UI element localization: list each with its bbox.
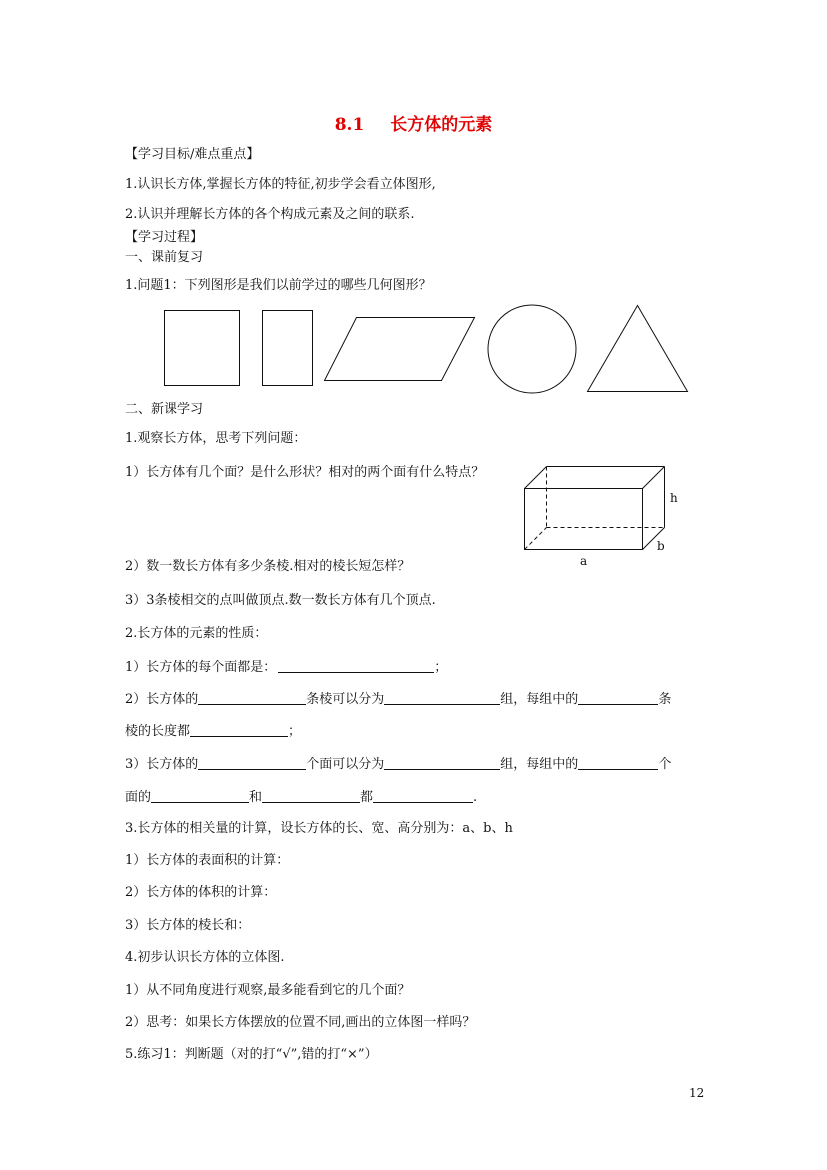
goals-heading: 【学习目标/难点重点】	[125, 147, 260, 162]
calculation-heading: 3.长方体的相关量的计算，设长方体的长、宽、高分别为：a、b、h	[125, 821, 513, 836]
cuboid-figure	[525, 467, 665, 550]
cuboid-edge	[525, 467, 547, 489]
solid-question-1: 1）从不同角度进行观察,最多能看到它的几个面？	[125, 983, 411, 998]
cuboid-edge	[643, 467, 665, 489]
answer-blank[interactable]	[151, 789, 249, 803]
question-2: 2）数一数长方体有多少条棱.相对的棱长短怎样？	[125, 559, 411, 574]
page-number: 12	[689, 1086, 705, 1100]
property-3-text-h: .	[473, 790, 478, 805]
parallelogram-shape	[325, 318, 475, 381]
answer-blank[interactable]	[384, 756, 500, 770]
answer-blank[interactable]	[198, 756, 306, 770]
cuboid-front-face	[525, 489, 643, 550]
property-3-text-f: 和	[249, 790, 263, 805]
circle-shape	[488, 305, 576, 393]
cuboid-hidden-edges	[525, 467, 665, 550]
review-question-1: 1.问题1：下列图形是我们以前学过的哪些几何图形？	[125, 278, 432, 293]
property-2-line-1	[125, 691, 671, 708]
cuboid-hidden-edge	[525, 528, 547, 550]
process-heading: 【学习过程】	[125, 230, 204, 245]
property-3-text-d: 个	[658, 757, 672, 772]
square-shape	[165, 311, 240, 386]
answer-blank[interactable]	[278, 659, 434, 673]
solid-question-2: 2）思考：如果长方体摆放的位置不同,画出的立体图一样吗？	[125, 1015, 476, 1030]
answer-blank[interactable]	[578, 756, 658, 770]
calc-surface-area: 1）长方体的表面积的计算：	[125, 853, 290, 868]
practice-heading: 5.练习1：判断题（对的打“√”,错的打“×”）	[125, 1047, 378, 1062]
property-2-text-b: 条棱可以分为	[306, 692, 385, 707]
property-3-line-1	[125, 756, 671, 773]
cuboid-label-b: b	[657, 539, 665, 553]
property-3-text-c: 组，每组中的	[500, 757, 579, 772]
title-number: 8.1	[334, 115, 365, 135]
review-heading: 一、课前复习	[125, 250, 204, 265]
rectangle-shape	[263, 311, 313, 386]
property-1-end: ；	[434, 660, 448, 675]
property-2-text-e: 棱的长度都	[125, 724, 191, 739]
property-3-text-b: 个面可以分为	[306, 757, 385, 772]
answer-blank[interactable]	[190, 723, 288, 737]
cuboid-label-h: h	[670, 491, 678, 505]
property-2-text-d: 条	[658, 692, 672, 707]
property-1-text: 1）长方体的每个面都是：	[125, 660, 277, 675]
property-2-text-a: 2）长方体的	[125, 692, 199, 707]
property-2-text-f: ；	[288, 724, 302, 739]
answer-blank[interactable]	[373, 789, 473, 803]
title-text: 长方体的元素	[390, 115, 493, 135]
property-3-text-a: 3）长方体的	[125, 757, 199, 772]
answer-blank[interactable]	[384, 691, 500, 705]
properties-heading: 2.长方体的元素的性质：	[125, 626, 268, 641]
observe-instruction: 1.观察长方体，思考下列问题：	[125, 431, 307, 446]
goal-2: 2.认识并理解长方体的各个构成元素及之间的联系.	[125, 207, 415, 222]
triangle-shape	[588, 306, 688, 392]
goal-1: 1.认识长方体,掌握长方体的特征,初步学会看立体图形,	[125, 177, 436, 192]
property-1	[125, 659, 447, 676]
property-2-line-2	[125, 723, 301, 740]
question-1: 1）长方体有几个面？是什么形状？相对的两个面有什么特点？	[125, 465, 485, 480]
answer-blank[interactable]	[578, 691, 658, 705]
property-2-text-c: 组，每组中的	[500, 692, 579, 707]
cuboid-label-a: a	[580, 554, 588, 568]
property-3-line-2	[125, 789, 477, 806]
calc-volume: 2）长方体的体积的计算：	[125, 885, 277, 900]
solid-figure-heading: 4.初步认识长方体的立体图.	[125, 950, 285, 965]
property-3-text-e: 面的	[125, 790, 152, 805]
calc-edge-sum: 3）长方体的棱长和：	[125, 918, 251, 933]
property-3-text-g: 都	[360, 790, 374, 805]
answer-blank[interactable]	[262, 789, 360, 803]
answer-blank[interactable]	[198, 691, 306, 705]
new-lesson-heading: 二、新课学习	[125, 402, 204, 417]
question-3: 3）3条棱相交的点叫做顶点.数一数长方体有几个顶点.	[125, 593, 436, 608]
